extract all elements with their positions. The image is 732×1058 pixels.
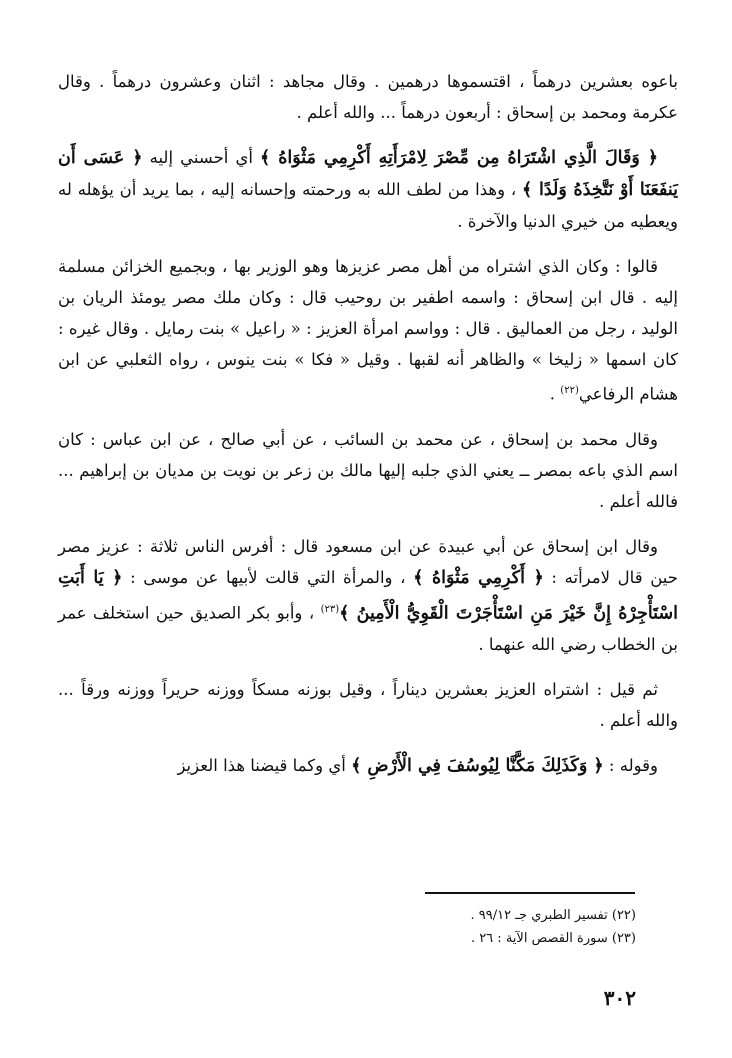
paragraph-5-text-c: ، وأبو بكر الصديق حين استخلف عمر بن الخطاب رضي الله عنهما . [58,603,678,654]
paragraph-5-text-b: ، والمرأة التي قالت لأبيها عن موسى : [122,567,414,587]
quran-verse: ﴿ وَقَالَ الَّذِي اشْتَرَاهُ مِن مِّصْرَ لِامْرَأَتِهِ أَكْرِمِي مَثْوَاهُ ﴾ [260,148,659,168]
footnote-ref: (٢٢) [560,385,579,396]
paragraph-3 [58,251,678,410]
quran-verse: ﴿ يَا أَبَتِ اسْتَأْجِرْهُ إِنَّ خَيْرَ مَنِ اسْتَأْجَرْتَ الْقَوِيُّ الْأَمِينُ ﴾ [58,567,678,623]
paragraph-5-text-a: وقال ابن إسحاق عن أبي عبيدة عن ابن مسعود قال : أفرس الناس ثلاثة : عزيز مصر حين قال لامرأته : [58,536,678,587]
page-body [58,66,678,796]
paragraph-6 [58,674,678,736]
footnote-22: (٢٢) تفسير الطبري جـ ٩٩/١٢ . [470,908,636,923]
paragraph-3-text: قالوا : وكان الذي اشتراه من أهل مصر عزيزها وهو الوزير بها ، وبجميع الخزائن مسلمة إليه . قال ابن إسحاق : واسمه اطفير بن روحيب قال : وكان ملك مصر يومئذ الريان بن الوليد ، رجل من العماليق . قال : وواسم امرأة العزيز : « راعيل » بنت رمايل . وقال غيره : كان اسمها « زليخا » والظاهر أنه لقبها . وقيل « فكا » بنت ينوس ، رواه الثعلبي عن ابن هشام الرفاعي [58,257,678,404]
paragraph-4 [58,424,678,517]
paragraph-2 [58,142,678,237]
paragraph-6-text: ثم قيل : اشتراه العزيز بعشرين ديناراً ، وقيل بوزنه مسكاً ووزنه حريراً ووزنه ورقاً ... والله أعلم . [58,680,678,730]
paragraph-2-text-b: ، وهذا من لطف الله به ورحمته وإحسانه إليه ، بما يريد أن يؤهله له ويعطيه من خيري الدنيا والآخرة . [58,180,678,231]
paragraph-7 [58,750,678,782]
quran-verse: ﴿ وَكَذَلِكَ مَكَّنَّا لِيُوسُفَ فِي الْأَرْضِ ﴾ [351,756,604,776]
footnotes [300,904,636,950]
paragraph-2-text-a: أي أحسني إليه [142,148,261,167]
paragraph-7-text-a: وقوله : [603,756,658,775]
quran-verse: ﴿ أَكْرِمِي مَثْوَاهُ ﴾ [413,567,544,588]
footnote-divider [425,892,635,894]
paragraph-4-text: وقال محمد بن إسحاق ، عن محمد بن السائب ، عن أبي صالح ، عن ابن عباس : كان اسم الذي باعه بمصر ــ يعني الذي جلبه إليها مالك بن زعر بن نويت بن مديان بن إبراهيم ... فالله أعلم . [58,429,678,511]
paragraph-5 [58,531,678,661]
paragraph-1 [58,66,678,128]
page-number: ٣٠٢ [603,986,636,1010]
footnote-ref: (٢٣) [320,603,340,615]
paragraph-3-tail: . [549,384,561,404]
footnote-23: (٢٣) سورة القصص الآية : ٢٦ . [470,931,636,946]
quran-verse: ﴿ عَسَى أَن يَنفَعَنَا أَوْ نَتَّخِذَهُ وَلَدًا ﴾ [58,148,678,200]
paragraph-7-text-b: أي وكما قيضنا هذا العزيز [177,756,352,775]
paragraph-1-text: باعوه بعشرين درهماً ، اقتسموها درهمين . وقال مجاهد : اثنان وعشرون درهماً . وقال عكرمة ومحمد بن إسحاق : أربعون درهماً ... والله أعلم . [58,72,678,122]
